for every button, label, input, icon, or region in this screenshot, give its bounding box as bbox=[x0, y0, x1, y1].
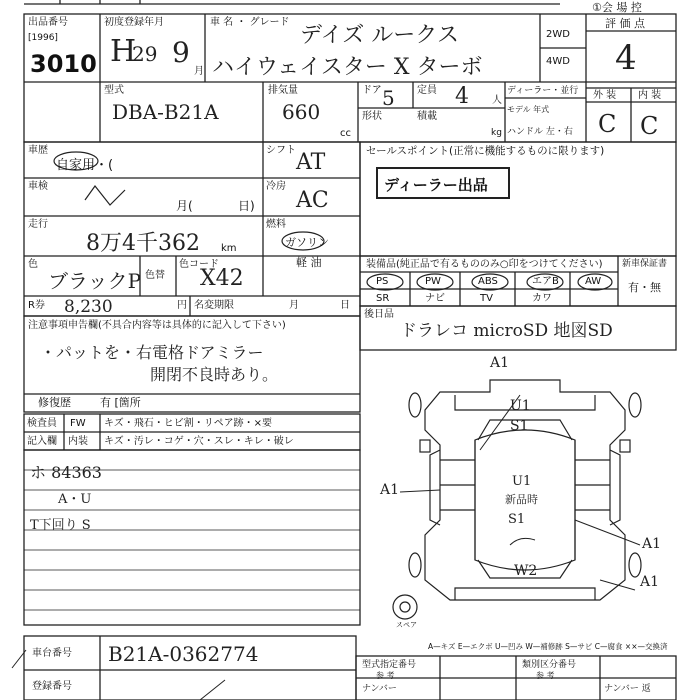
dealer-stamp bbox=[376, 167, 510, 199]
load-unit: kg bbox=[491, 128, 502, 138]
model-label: 型式 bbox=[104, 85, 124, 96]
class-sub: 参 考 bbox=[536, 671, 555, 680]
notes-line1: ・パットを・右電格ドアミラー bbox=[40, 343, 264, 362]
inspector-line2: キズ・汚レ・コゲ・穴・スレ・キレ・破レ bbox=[104, 436, 294, 447]
door-label: ドア bbox=[362, 85, 382, 96]
handle-label: ハンドル 左・右 bbox=[507, 127, 573, 137]
model-year-label: モデル 年式 bbox=[507, 105, 550, 114]
name-limit-month: 月 bbox=[289, 300, 299, 311]
equip-navi: ナビ bbox=[425, 293, 445, 304]
dealer-stamp-text: ディーラー出品 bbox=[384, 176, 488, 194]
mileage-label: 走行 bbox=[28, 219, 48, 230]
diagram-mark: A1 bbox=[380, 482, 400, 498]
color-code-value: X42 bbox=[200, 266, 244, 291]
grade: ハイウェイスター X ターボ bbox=[212, 55, 483, 80]
bottom-label: ナンバー bbox=[362, 684, 397, 694]
inspector-note-1: ホ 84363 bbox=[30, 463, 102, 482]
inspection-month: 月( bbox=[176, 199, 193, 213]
dealer-label: ディーラー・並行 bbox=[507, 86, 579, 96]
inspection-scribble bbox=[85, 186, 125, 205]
drive-4wd: 4WD bbox=[546, 56, 570, 67]
load-label: 積載 bbox=[417, 111, 437, 122]
equip-ps: PS bbox=[376, 276, 389, 287]
capacity-unit: 人 bbox=[492, 95, 502, 106]
lot-label: 出品番号 bbox=[28, 17, 68, 28]
first-reg-label: 初度登録年月 bbox=[104, 17, 164, 28]
recycle-value: 8,230 bbox=[64, 297, 113, 317]
diagram-mark: A1 bbox=[490, 355, 510, 371]
type-label: 型式指定番号 bbox=[362, 660, 417, 670]
mileage-unit: km bbox=[221, 243, 237, 254]
aftermarket-label: 後日品 bbox=[364, 309, 394, 320]
inspector-interior: 内装 bbox=[68, 436, 88, 447]
score-value: 4 bbox=[615, 38, 637, 78]
recycle-label: R券 bbox=[28, 300, 45, 311]
lot-number: 3010 bbox=[30, 50, 97, 78]
first-reg-year: 29 bbox=[132, 42, 158, 66]
inspection-label: 車検 bbox=[28, 181, 48, 192]
repair-label: 修復歴 bbox=[38, 396, 71, 409]
equip-abs: ABS bbox=[478, 276, 498, 287]
score-label: 評 価 点 bbox=[605, 17, 645, 30]
mileage-value: 8万4千362 bbox=[86, 231, 200, 256]
diagram-mark: 新品時 bbox=[505, 493, 538, 506]
aftermarket-items: ドラレコ microSD 地図SD bbox=[400, 321, 613, 341]
sales-point-title: セールスポイント(正常に機能するものに限ります) bbox=[366, 145, 605, 157]
capacity-value: 4 bbox=[455, 84, 469, 109]
exterior-grade: C bbox=[598, 110, 617, 138]
model-value: DBA-B21A bbox=[112, 100, 219, 124]
drive-2wd: 2WD bbox=[546, 29, 570, 40]
name-label: 車 名 ・ グレード bbox=[210, 17, 290, 28]
chassis-label: 車台番号 bbox=[32, 648, 72, 659]
inspector-note-2: A・U bbox=[58, 492, 92, 507]
new-warranty-label: 新車保証書 bbox=[622, 259, 668, 269]
aircon-value: AC bbox=[296, 188, 329, 213]
door-value: 5 bbox=[382, 86, 395, 110]
name-limit-label: 名変期限 bbox=[194, 300, 234, 311]
fuel-gasoline: ガソリン bbox=[285, 236, 329, 249]
equip-sr: SR bbox=[376, 293, 390, 304]
shift-label: シフト bbox=[266, 145, 296, 156]
displacement-unit: cc bbox=[340, 128, 351, 139]
aircon-label: 冷房 bbox=[266, 181, 286, 192]
inspector-label-2: 記入欄 bbox=[27, 436, 57, 447]
equip-leather: カワ bbox=[532, 293, 552, 304]
first-reg-month: 9 bbox=[172, 36, 190, 69]
shape-label: 形状 bbox=[362, 111, 382, 122]
usage-value: 自家用・( bbox=[56, 158, 114, 173]
equip-aw: AW bbox=[585, 276, 602, 287]
diagram-mark: U1 bbox=[512, 474, 532, 489]
equipment-title: 装備品(純正品で有るもののみ○印をつけてください) bbox=[366, 259, 603, 270]
usage-label: 車歴 bbox=[28, 145, 48, 156]
fuel-label: 燃料 bbox=[266, 219, 286, 230]
inspector-note-3: T下回り S bbox=[30, 518, 91, 533]
diagram-mark: U1 bbox=[510, 398, 531, 414]
spare-label: スペア bbox=[396, 621, 417, 629]
inspector-fw: FW bbox=[70, 418, 86, 429]
color-code-label: 色コード bbox=[179, 259, 219, 270]
chassis-number: B21A-0362774 bbox=[108, 642, 259, 666]
capacity-label: 定員 bbox=[417, 85, 437, 96]
inspector-line1: キズ・飛石・ヒビ割・リペア跡・×要 bbox=[104, 418, 272, 429]
type-sub: 参 考 bbox=[376, 671, 395, 680]
diagram-mark: S1 bbox=[510, 418, 529, 434]
color-no-label: 色替 bbox=[145, 270, 165, 281]
name-limit-day: 日 bbox=[340, 300, 350, 311]
fuel-diesel: 軽 油 bbox=[296, 256, 322, 269]
equip-pw: PW bbox=[425, 276, 441, 287]
shift-value: AT bbox=[296, 150, 326, 175]
color-value: ブラックP bbox=[48, 269, 142, 293]
color-label: 色 bbox=[28, 259, 38, 270]
recycle-unit: 円 bbox=[177, 300, 187, 311]
month-unit: 月 bbox=[194, 66, 204, 77]
lot-sub: [1996] bbox=[28, 33, 58, 43]
equip-tv: TV bbox=[480, 293, 493, 304]
interior-label: 内 装 bbox=[638, 90, 662, 101]
first-reg-era: H bbox=[110, 34, 137, 69]
diagram-legend: A—キズ E—エクボ U—凹み W—補修跡 S—サビ C—腐食 ××—交換済 bbox=[428, 642, 668, 651]
class-label: 類別区分番号 bbox=[522, 660, 577, 670]
diagram-mark: S1 bbox=[508, 512, 526, 527]
displacement-label: 排気量 bbox=[268, 85, 298, 96]
diagram-mark: W2 bbox=[514, 563, 538, 579]
equip-airbag: エアB bbox=[532, 276, 559, 287]
notes-line2: 開閉不良時あり。 bbox=[150, 365, 279, 384]
notes-label: 注意事項申告欄(不具合内容等は具体的に記入して下さい) bbox=[28, 320, 286, 331]
displacement-value: 660 bbox=[282, 100, 321, 124]
inspector-label-1: 検査員 bbox=[27, 418, 57, 429]
bottom-right-label: ナンバー 返 bbox=[604, 684, 651, 694]
repair-value: 有 [箇所 bbox=[100, 396, 141, 409]
diagram-mark: A1 bbox=[642, 536, 662, 552]
inspection-day: 日) bbox=[238, 199, 255, 213]
car-name: デイズ ルークス bbox=[300, 23, 460, 48]
new-warranty-value: 有・無 bbox=[628, 281, 661, 294]
interior-grade: C bbox=[640, 112, 659, 140]
copy-label: ①会 場 控 bbox=[592, 1, 642, 14]
reg-label: 登録番号 bbox=[32, 681, 72, 692]
diagram-mark: A1 bbox=[640, 574, 660, 590]
exterior-label: 外 装 bbox=[593, 90, 617, 101]
